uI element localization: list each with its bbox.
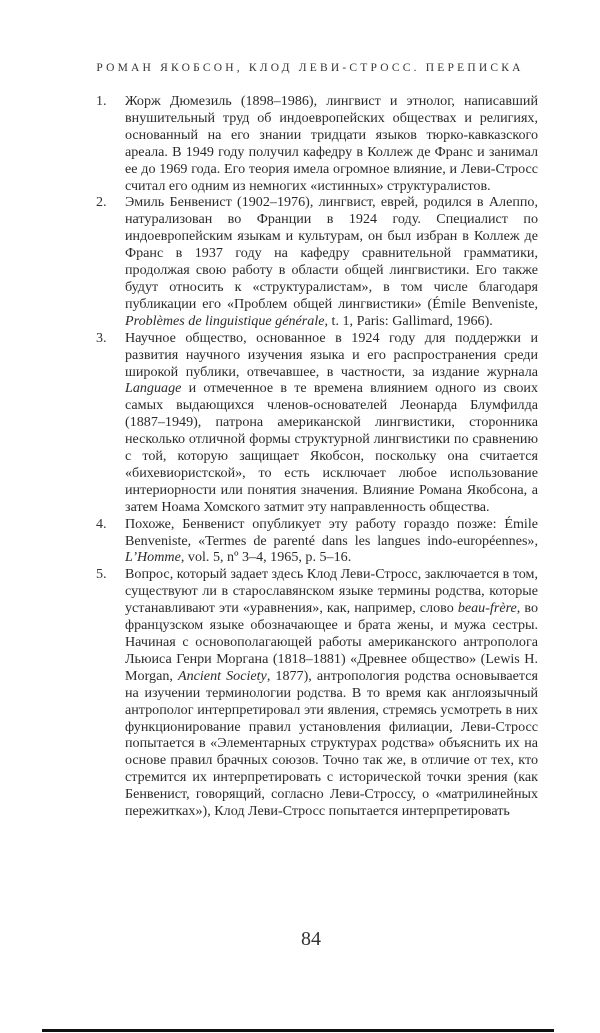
- footnote: [96, 194, 538, 329]
- footnote-number: 2.: [96, 194, 107, 211]
- bottom-rule: [42, 1029, 554, 1032]
- footnotes-list: [96, 93, 538, 820]
- footnote: [96, 516, 538, 567]
- footnote-number: 5.: [96, 566, 107, 583]
- italic-title: Problèmes de linguistique générale: [125, 312, 325, 329]
- footnote-text: Эмиль Бенвенист (1902–1976), лингвист, еврей, родился в Алеппо, натурализован во Франции в 1924 году. Специалист по индоевропейским языкам и культурам, он был избран в Коллеж де Франс в 1937 году на кафедру сравнительной грамматики, продолжая свою работу в области общей лингвистики. Его также будут относить к «структуралистам», в том числе благодаря публикации его «Проблем общей лингвистики» (Émile Benveniste, Problèmes de linguistique générale, t. 1, Paris: Gallimard, 1966).: [125, 194, 538, 329]
- italic-title: Language: [125, 380, 182, 397]
- footnote-text: Вопрос, который задает здесь Клод Леви-Стросс, заключается в том, существуют ли в старославянском языке термины родства, которые устанавливают эти «уравнения», как, например, слово beau-frère, во французском языке обозначающее и брата жены, и мужа сестры. Начиная с основополагающей работы американского антрополога Льюиса Генри Моргана (1818–1881) «Древнее общество» (Lewis H. Morgan, Ancient Society, 1877), антропология родства основывается на изучении терминологии родства. В то время как англоязычный антрополог интерпретировал эти явления, стремясь усмотреть в них функционирование правил установления филиации, Леви-Стросс попытается в «Элементарных структурах родства» объяснить их на основе правил брачных союзов. Точно так же, в отличие от тех, кто стремится их интерпретировать с исторической точки зрения (как Бенвенист, говорящий, согласно Леви-Строссу, о «матрилинейных пережитках»), Клод Леви-Стросс попытается интерпретировать: [125, 566, 538, 820]
- footnote: [96, 566, 538, 820]
- footnote: [96, 93, 538, 194]
- footnote-text: Похоже, Бенвенист опубликует эту работу гораздо позже: Émile Benveniste, «Termes de parenté dans les langues indo-européennes», L’Homme, vol. 5, nº 3–4, 1965, p. 5–16.: [125, 515, 538, 566]
- footnote-text: Научное общество, основанное в 1924 году для поддержки и развития научного изучения языка и его распространения среди широкой публики, отвечавшее, в частности, за издание журнала Language и отмеченное в те времена влиянием одного из своих самых выдающихся членов-основателей Леонарда Блумфилда (1887–1949), патрона американской лингвистики, сторонника несколько отличной формы структурной лингвистики по сравнению с той, которую защищает Якобсон, поскольку она считается «бихевиористской», то есть исключает любое использование интериорности или понятия значения. Влияние Романа Якобсона, а затем Ноама Хомского затмит эту направленность общества.: [125, 329, 538, 515]
- running-head: РОМАН ЯКОБСОН, КЛОД ЛЕВИ-СТРОСС. ПЕРЕПИСКА: [96, 62, 524, 74]
- footnote-number: 4.: [96, 515, 107, 532]
- italic-title: Ancient Society: [177, 667, 267, 684]
- italic-title: L’Homme: [125, 549, 181, 566]
- italic-word: beau-frère: [457, 600, 517, 617]
- page-number: 84: [301, 928, 321, 950]
- footnote-number: 1.: [96, 93, 107, 109]
- footnote: [96, 330, 538, 516]
- footnote-number: 3.: [96, 329, 107, 346]
- footnote-text: Жорж Дюмезиль (1898–1986), лингвист и этнолог, написавший внушительный труд об индоевропейских обществах и религиях, основанный на его знании тридцати языков тюрко-кавказского ареала. В 1949 году получил кафедру в Коллеж де Франс и занимал ее до 1969 года. Его теория имела огромное влияние, и Леви-Стросс считал его одним из немногих «истинных» структуралистов.: [125, 93, 538, 194]
